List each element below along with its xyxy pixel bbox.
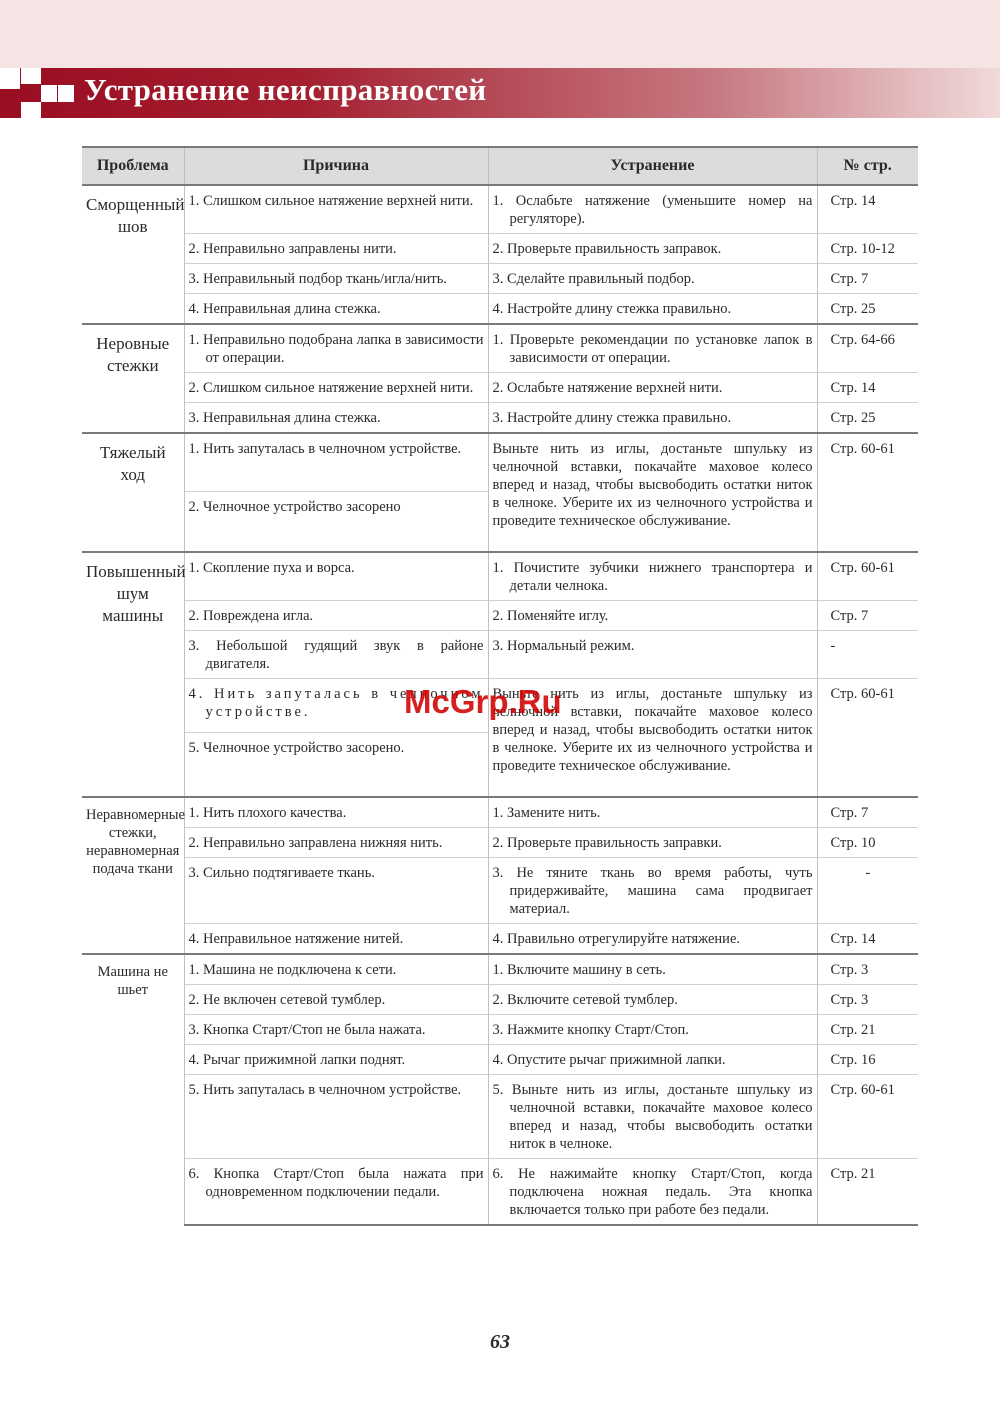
cause-cell [184,185,488,234]
page-cell: Стр. 10 [817,828,918,858]
cause-text: 1. Неправильно подобрана лапка в зависимости от операции. [188,332,484,366]
fix-cell [488,1015,817,1045]
page-cell: Стр. 10-12 [817,234,918,264]
fix-text: 1. Включите машину в сеть. [492,962,666,978]
fix-cell [488,433,817,552]
fix-cell [488,1075,817,1159]
cause-text: 1. Нить плохого качества. [188,805,347,821]
page-cell: Стр. 21 [817,1015,918,1045]
fix-cell [488,1159,817,1226]
fix-cell [488,552,817,601]
cause-cell [184,954,488,985]
logo-square [41,85,57,102]
cause-cell [184,324,488,373]
fix-cell [488,828,817,858]
table-row [82,797,918,828]
cause-text: 1. Слишком сильное натяжение верхней нити. [188,193,474,209]
fix-cell [488,797,817,828]
cause-text: 3. Неправильная длина стежка. [188,410,381,426]
column-header-fix: Устранение [488,147,817,185]
watermark: McGrp.Ru [404,683,562,720]
fix-cell [488,373,817,403]
fix-text: 5. Выньте нить из иглы, достаньте шпульку из челночной вставки, покачайте маховое колесо вперед и назад, чтобы высвободить остатки ниток в челноке. [492,1082,813,1152]
cause-text: 2. Повреждена игла. [188,608,314,624]
fix-text: 1. Ослабьте натяжение (уменьшите номер на регуляторе). [492,193,813,227]
page-cell: Стр. 60-61 [817,433,918,552]
cause-text: 2. Неправильно заправлены нити. [188,241,397,257]
fix-text: 4. Правильно отрегулируйте натяжение. [492,931,741,947]
cause-text: 4. Неправильная длина стежка. [188,301,381,317]
table-row [82,433,918,492]
page-cell: Стр. 60-61 [817,552,918,601]
cause-cell [184,373,488,403]
page-cell: - [817,858,918,924]
table-row [82,185,918,234]
fix-cell [488,985,817,1015]
cause-cell [184,403,488,434]
header-top-band [0,0,1000,68]
cause-cell [184,1159,488,1226]
fix-text: 3. Нормальный режим. [492,638,635,654]
page-cell: - [817,631,918,679]
cause-cell [184,234,488,264]
logo-square [58,85,74,102]
fix-text: 2. Включите сетевой тумблер. [492,992,678,1008]
cause-text: 2. Слишком сильное натяжение верхней нити. [188,380,474,396]
fix-cell [488,185,817,234]
fix-text: 6. Не нажимайте кнопку Старт/Стоп, когда подключена ножная педаль. Эта кнопка включается только при работе без педали. [492,1166,813,1218]
cause-cell [184,601,488,631]
table-header-row [82,147,918,185]
fix-text: Выньте нить из иглы, достаньте шпульку из челночной вставки, покачайте маховое колесо вперед и назад, чтобы высвободить остатки ниток в челноке. Уберите их из челночного устройства и проведите техническое обслуживание. [492,441,813,529]
cause-cell [184,1045,488,1075]
fix-text: 2. Ослабьте натяжение верхней нити. [492,380,723,396]
cause-cell [184,858,488,924]
table-row [82,1045,918,1075]
problem-cell: Повышенный шум машины [82,552,184,797]
page-cell: Стр. 14 [817,185,918,234]
cause-text: 5. Челночное устройство засорено. [188,740,405,756]
cause-cell [184,797,488,828]
table-row [82,1015,918,1045]
table-row [82,1075,918,1159]
cause-text: 2. Неправильно заправлена нижняя нить. [188,835,443,851]
logo-square [0,68,20,89]
fix-text: 3. Настройте длину стежка правильно. [492,410,732,426]
cause-text: 4. Нить запуталась в челночном устройстве. [188,686,484,720]
fix-cell [488,631,817,679]
fix-cell [488,264,817,294]
fix-text: 2. Поменяйте иглу. [492,608,609,624]
page-cell: Стр. 3 [817,985,918,1015]
cause-text: 3. Кнопка Старт/Стоп не была нажата. [188,1022,426,1038]
column-header-page: № стр. [817,147,918,185]
page-title: Устранение неисправностей [84,72,487,107]
cause-cell [184,264,488,294]
table-row [82,954,918,985]
fix-text: 3. Нажмите кнопку Старт/Стоп. [492,1022,689,1038]
cause-text: 1. Нить запуталась в челночном устройстве. [188,441,462,457]
page-cell: Стр. 16 [817,1045,918,1075]
cause-text: 1. Скопление пуха и ворса. [188,560,355,576]
cause-cell [184,1015,488,1045]
problem-cell: Неровные стежки [82,324,184,433]
fix-text: 1. Замените нить. [492,805,601,821]
page-cell: Стр. 25 [817,294,918,325]
cause-text: 2. Не включен сетевой тумблер. [188,992,386,1008]
fix-text: 2. Проверьте правильность заправок. [492,241,722,257]
cause-text: 3. Сильно подтягиваете ткань. [188,865,375,881]
cause-cell [184,1075,488,1159]
logo-square [21,68,41,84]
page-cell: Стр. 60-61 [817,1075,918,1159]
cause-cell [184,631,488,679]
cause-text: 1. Машина не подключена к сети. [188,962,397,978]
cause-text: 4. Неправильное натяжение нитей. [188,931,404,947]
fix-text: Выньте нить из иглы, достаньте шпульку из челночной вставки, покачайте маховое колесо вперед и назад, чтобы высвободить остатки ниток в челноке. Уберите их из челночного устройства и проведите техническое обслуживание. [492,686,813,774]
cause-cell [184,492,488,553]
table-row [82,985,918,1015]
fix-cell [488,234,817,264]
cause-cell [184,733,488,798]
fix-text: 3. Не тяните ткань во время работы, чуть придерживайте, машина сама продвигает материал. [492,865,813,917]
cause-text: 5. Нить запуталась в челночном устройстве. [188,1082,462,1098]
cause-cell [184,552,488,601]
page-cell: Стр. 60-61 [817,679,918,798]
problem-cell: Сморщенный шов [82,185,184,324]
page-cell: Стр. 64-66 [817,324,918,373]
table-row [82,403,918,434]
fix-text: 4. Опустите рычаг прижимной лапки. [492,1052,726,1068]
fix-cell [488,954,817,985]
page-cell: Стр. 21 [817,1159,918,1226]
fix-cell [488,1045,817,1075]
fix-text: 2. Проверьте правильность заправки. [492,835,722,851]
table-row [82,858,918,924]
cause-text: 3. Неправильный подбор ткань/игла/нить. [188,271,447,287]
cause-cell [184,924,488,955]
table-row [82,631,918,679]
page-cell: Стр. 14 [817,373,918,403]
table-row [82,373,918,403]
cause-text: 6. Кнопка Старт/Стоп была нажата при одновременном подключении педали. [188,1166,484,1200]
cause-cell [184,828,488,858]
page-cell: Стр. 7 [817,264,918,294]
table-row [82,294,918,325]
fix-cell [488,324,817,373]
cause-text: 3. Небольшой гудящий звук в районе двигателя. [188,638,484,672]
fix-text: 1. Почистите зубчики нижнего транспортера и детали челнока. [492,560,813,594]
column-header-problem: Проблема [82,147,184,185]
table-row [82,828,918,858]
table-row [82,601,918,631]
page-cell: Стр. 14 [817,924,918,955]
cause-text: 4. Рычаг прижимной лапки поднят. [188,1052,406,1068]
table-row [82,234,918,264]
cause-cell [184,433,488,492]
cause-text: 2. Челночное устройство засорено [188,499,401,515]
page-number: 63 [490,1331,510,1353]
table-row [82,324,918,373]
fix-text: 1. Проверьте рекомендации по установке лапок в зависимости от операции. [492,332,813,366]
page-cell: Стр. 3 [817,954,918,985]
table-row [82,264,918,294]
problem-cell: Тяжелый ход [82,433,184,552]
column-header-cause: Причина [184,147,488,185]
cause-cell [184,294,488,325]
fix-cell [488,924,817,955]
fix-cell [488,858,817,924]
table-row [82,924,918,955]
page-cell: Стр. 25 [817,403,918,434]
fix-text: 3. Сделайте правильный подбор. [492,271,695,287]
problem-cell: Неравномерные стежки, неравномерная подача ткани [82,797,184,954]
fix-text: 4. Настройте длину стежка правильно. [492,301,732,317]
fix-cell [488,601,817,631]
fix-cell [488,403,817,434]
cause-cell [184,985,488,1015]
logo-square [21,102,41,118]
table-row [82,552,918,601]
table-row [82,1159,918,1226]
problem-cell: Машина не шьет [82,954,184,1225]
fix-cell [488,294,817,325]
page-cell: Стр. 7 [817,601,918,631]
page-cell: Стр. 7 [817,797,918,828]
